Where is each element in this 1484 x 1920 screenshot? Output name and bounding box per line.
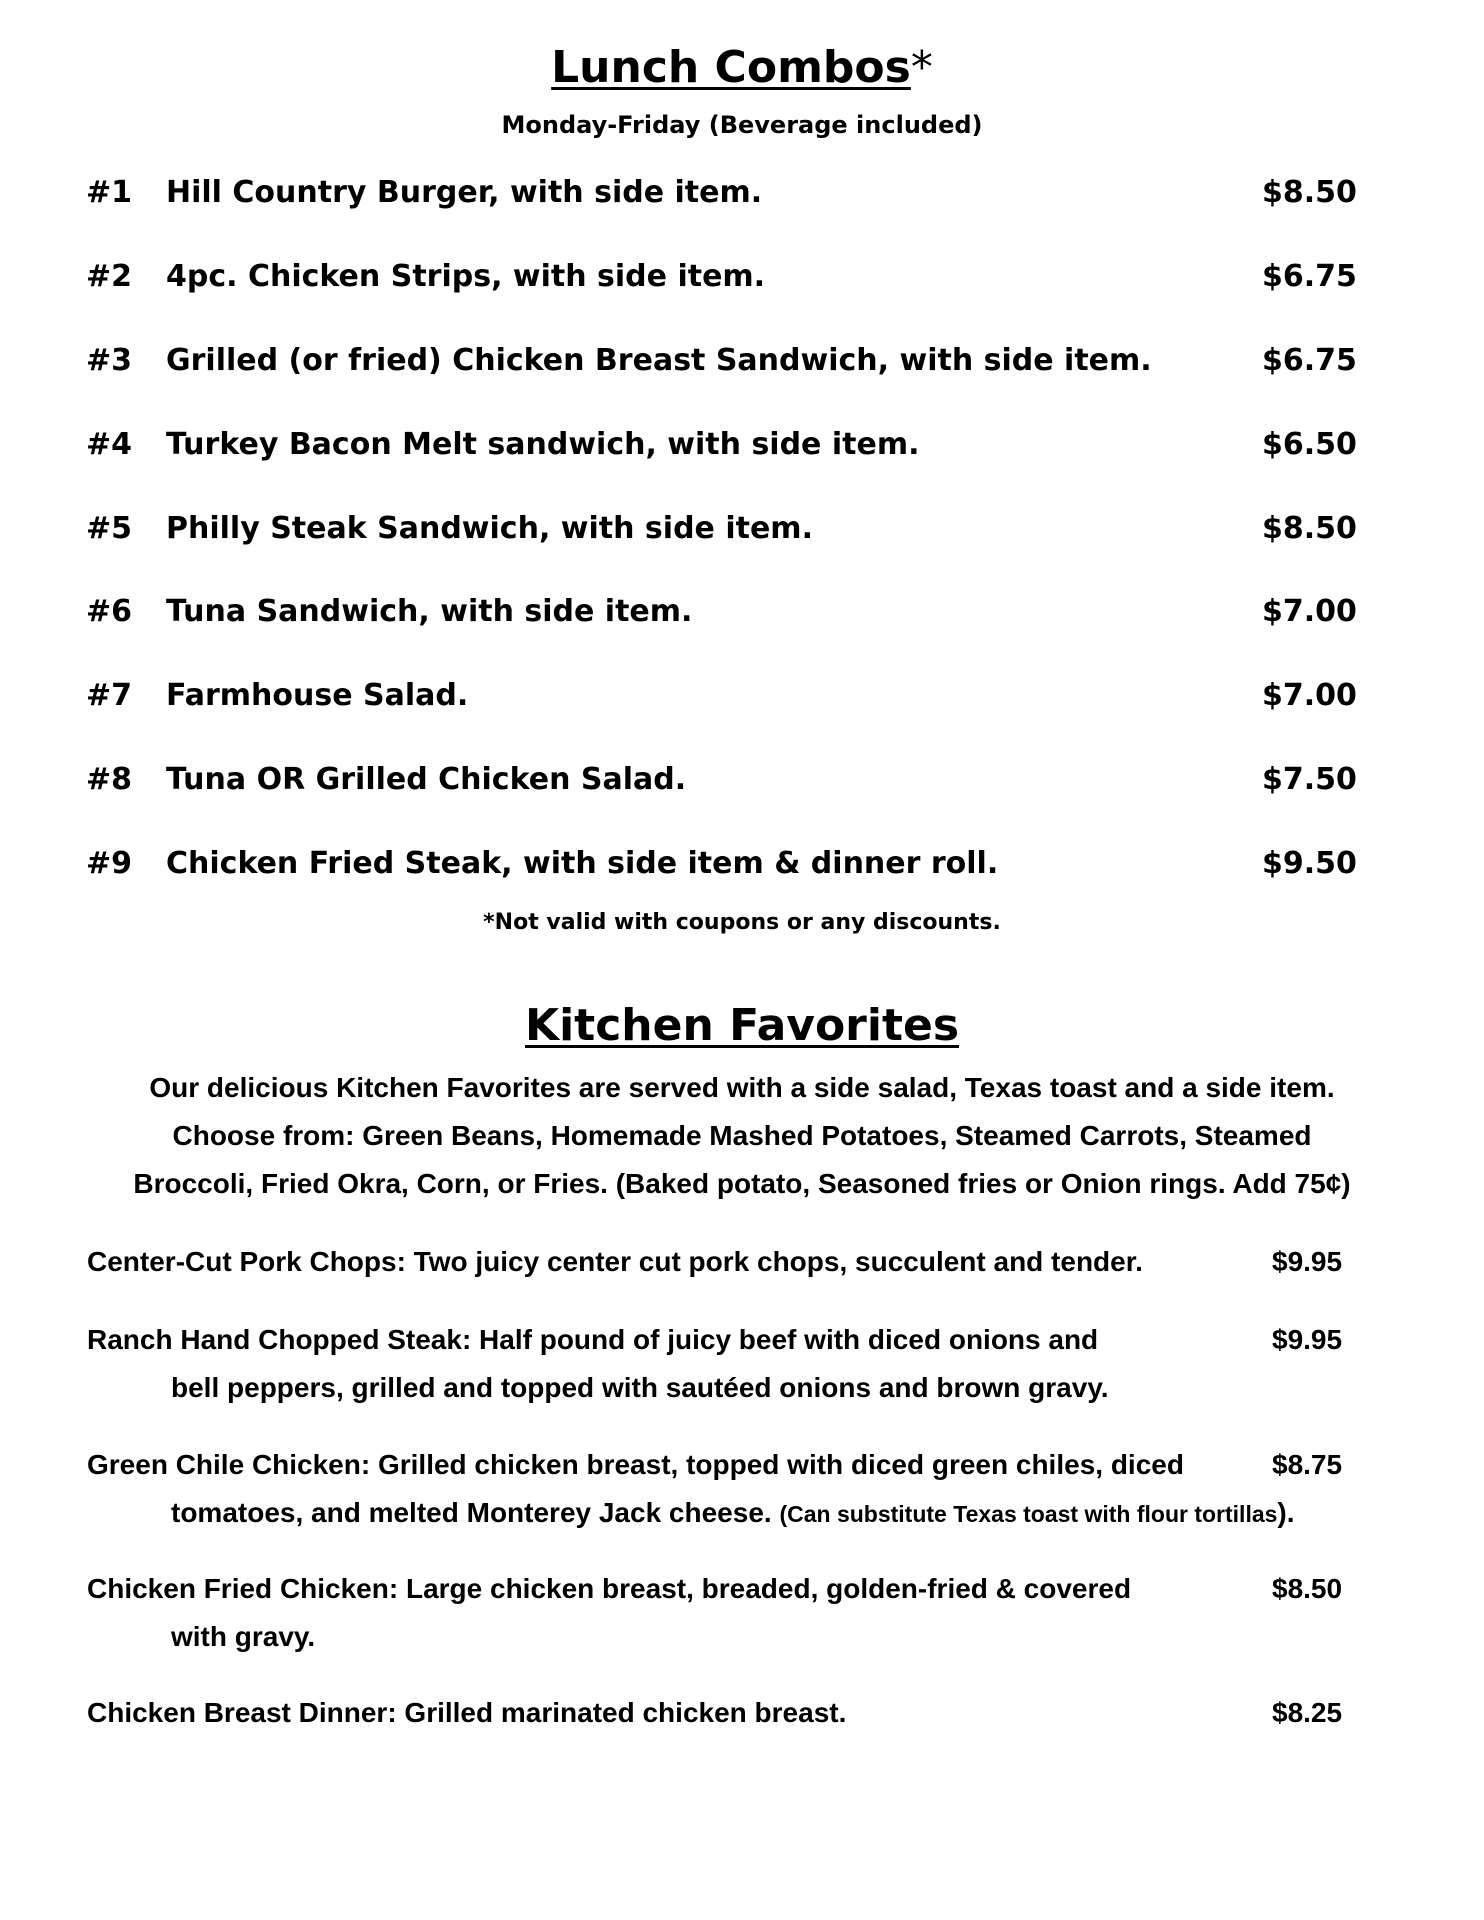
- combo-row: [0, 173, 1484, 213]
- lunch-combos-title-text: Lunch Combos: [551, 42, 911, 93]
- combo-name: Tuna OR Grilled Chicken Salad.: [166, 762, 687, 797]
- combo-number: #9: [86, 846, 133, 881]
- combo-price: $8.50: [1262, 175, 1357, 210]
- combo-number: #4: [86, 427, 133, 462]
- kitchen-favorites-title-text: Kitchen Favorites: [524, 1000, 960, 1051]
- kitchen-favorites-title: [0, 996, 1484, 1056]
- combo-name: Grilled (or fried) Chicken Breast Sandwich, with side item.: [166, 343, 1152, 378]
- favorite-item-description-text: tomatoes, and melted Monterey Jack cheese.: [171, 1497, 780, 1528]
- combo-price: $7.50: [1262, 762, 1357, 797]
- combo-name: Philly Steak Sandwich, with side item.: [166, 511, 813, 546]
- combo-price: $6.50: [1262, 427, 1357, 462]
- favorite-item-description: Center-Cut Pork Chops: Two juicy center cut pork chops, succulent and tender.: [87, 1246, 1143, 1277]
- favorite-item-price: $9.95: [1272, 1246, 1343, 1277]
- combo-number: #8: [86, 762, 133, 797]
- combo-number: #5: [86, 511, 133, 546]
- combo-price: $6.75: [1262, 259, 1357, 294]
- combo-price: $9.50: [1262, 846, 1357, 881]
- favorites-intro-line: Our delicious Kitchen Favorites are served with a side salad, Texas toast and a side item.: [149, 1072, 1335, 1103]
- combos-disclaimer: *Not valid with coupons or any discounts.: [483, 910, 1001, 935]
- favorite-item-description-continued: with gravy.: [171, 1621, 316, 1652]
- combo-row: [0, 257, 1484, 297]
- combo-name: Farmhouse Salad.: [166, 678, 469, 713]
- combo-number: #7: [86, 678, 133, 713]
- favorite-item-description-continued: bell peppers, grilled and topped with sautéed onions and brown gravy.: [171, 1372, 1109, 1403]
- favorites-intro-line: Broccoli, Fried Okra, Corn, or Fries. (Baked potato, Seasoned fries or Onion rings. Add 75¢): [133, 1168, 1351, 1199]
- combo-row: [0, 425, 1484, 465]
- combo-row: [0, 844, 1484, 884]
- lunch-combos-subtitle: Monday-Friday (Beverage included): [501, 111, 983, 139]
- substitution-note-end: ).: [1277, 1497, 1295, 1528]
- combo-name: Hill Country Burger, with side item.: [166, 175, 763, 210]
- combo-row: [0, 760, 1484, 800]
- favorite-item-price: $8.75: [1272, 1449, 1343, 1480]
- combo-number: #1: [86, 175, 133, 210]
- combo-number: #2: [86, 259, 133, 294]
- combo-name: Tuna Sandwich, with side item.: [166, 594, 693, 629]
- combo-name: Chicken Fried Steak, with side item & dinner roll.: [166, 846, 999, 881]
- combo-name: Turkey Bacon Melt sandwich, with side item.: [166, 427, 920, 462]
- combo-price: $6.75: [1262, 343, 1357, 378]
- lunch-combos-asterisk: *: [910, 42, 933, 93]
- favorite-item-price: $9.95: [1272, 1324, 1343, 1355]
- favorite-item-description: Ranch Hand Chopped Steak: Half pound of juicy beef with diced onions and: [87, 1324, 1099, 1355]
- combo-row: [0, 592, 1484, 632]
- favorite-item-price: $8.50: [1272, 1573, 1343, 1604]
- combo-name: 4pc. Chicken Strips, with side item.: [166, 259, 766, 294]
- favorite-item-description: Chicken Breast Dinner: Grilled marinated chicken breast.: [87, 1697, 847, 1728]
- favorite-item-description: Chicken Fried Chicken: Large chicken breast, breaded, golden-fried & covered: [87, 1573, 1132, 1604]
- combo-price: $7.00: [1262, 594, 1357, 629]
- combo-row: [0, 676, 1484, 716]
- combo-row: [0, 341, 1484, 381]
- favorite-item-description-continued: [171, 1493, 1295, 1534]
- combo-price: $7.00: [1262, 678, 1357, 713]
- combo-number: #6: [86, 594, 133, 629]
- combo-row: [0, 509, 1484, 549]
- favorite-item-price: $8.25: [1272, 1697, 1343, 1728]
- substitution-note: (Can substitute Texas toast with flour tortillas: [779, 1501, 1278, 1527]
- favorite-item-description: Green Chile Chicken: Grilled chicken breast, topped with diced green chiles, diced: [87, 1449, 1184, 1480]
- combo-number: #3: [86, 343, 133, 378]
- combo-price: $8.50: [1262, 511, 1357, 546]
- favorites-intro-line: Choose from: Green Beans, Homemade Mashed Potatoes, Steamed Carrots, Steamed: [172, 1120, 1312, 1151]
